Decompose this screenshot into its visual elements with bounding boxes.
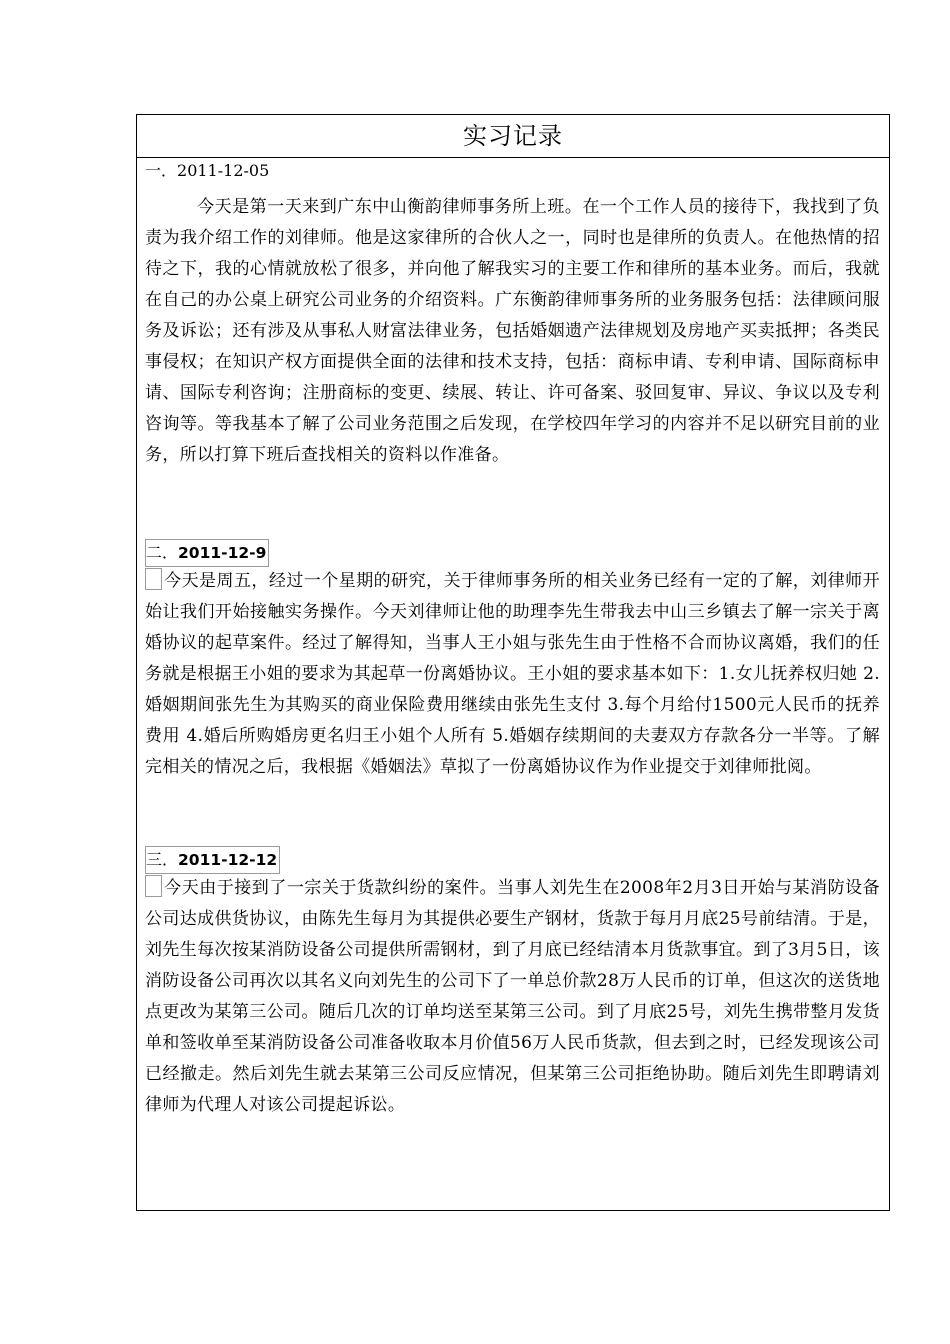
entry-text: 今天由于接到了一宗关于货款纠纷的案件。当事人刘先生在2008年2月3日开始与某消防设备公司达成供货协议，由陈先生每月为其提供必要生产钢材，货款于每月月底25号前结清。于是，刘先生每次按某消防设备公司提供所需钢材，到了月底已经结清本月货款事宜。到了3月5日，该消防设备公司再次以其名义向刘先生的公司下了一单总价款28万人民币的订单，但这次的送货地点更改为某第三公司。随后几次的订单均送至某第三公司。到了月底25号，刘先生携带整月发货单和签收单至某消防设备公司准备收取本月价值56万人民币货款，但去到之时，已经发现该公司已经撤走。然后刘先生就去某第三公司反应情况，但某第三公司拒绝协助。随后刘先生即聘请刘律师为代理人对该公司提起诉讼。	[145, 878, 880, 1115]
entry-text-block	[145, 566, 880, 783]
entry-number: 三．	[146, 850, 179, 869]
record-content	[145, 158, 880, 1210]
entry-date: 2011-12-9	[178, 544, 267, 562]
paragraph-marker-icon	[145, 875, 162, 897]
internship-record-table	[136, 114, 890, 1211]
entry-date: 2011-12-12	[178, 851, 278, 869]
entry-number: 二．	[146, 543, 179, 562]
entry-date: 2011-12-05	[177, 161, 270, 180]
entry-text-block	[145, 873, 880, 1121]
entry-heading	[145, 539, 269, 567]
entry-number: 一．	[145, 161, 178, 180]
entry-heading	[145, 158, 269, 184]
entry-text: 今天是第一天来到广东中山衡韵律师事务所上班。在一个工作人员的接待下，我找到了负责为我介绍工作的刘律师。他是这家律所的合伙人之一，同时也是律所的负责人。在他热情的招待之下，我的心情就放松了很多，并向他了解我实习的主要工作和律所的基本业务。而后，我就在自己的办公桌上研究公司业务的介绍资料。广东衡韵律师事务所的业务服务包括：法律顾问服务及诉讼；还有涉及从事私人财富法律业务，包括婚姻遗产法律规划及房地产买卖抵押；各类民事侵权；在知识产权方面提供全面的法律和技术支持，包括：商标申请、专利申请、国际商标申请、国际专利咨询；注册商标的变更、续展、转让、许可备案、驳回复审、异议、争议以及专利咨询等。等我基本了解了公司业务范围之后发现，在学校四年学习的内容并不足以研究目前的业务，所以打算下班后查找相关的资料以作准备。	[145, 197, 880, 465]
paragraph-marker-icon	[145, 568, 162, 590]
page-title: 实习记录	[137, 115, 889, 158]
entry-text: 今天是周五，经过一个星期的研究，关于律师事务所的相关业务已经有一定的了解，刘律师开始让我们开始接触实务操作。今天刘律师让他的助理李先生带我去中山三乡镇去了解一宗关于离婚协议的起草案件。经过了解得知，当事人王小姐与张先生由于性格不合而协议离婚，我们的任务就是根据王小姐的要求为其起草一份离婚协议。王小姐的要求基本如下：1.女儿抚养权归她 2.婚姻期间张先生为其购买的商业保险费用继续由张先生支付 3.每个月给付1500元人民币的抚养费用 4.婚后所购婚房更名归王小姐个人所有 5.婚姻存续期间的夫妻双方存款各分一半等。了解完相关的情况之后，我根据《婚姻法》草拟了一份离婚协议作为作业提交于刘律师批阅。	[145, 571, 880, 777]
entry-text-block	[145, 192, 880, 471]
entry-heading	[145, 846, 280, 874]
